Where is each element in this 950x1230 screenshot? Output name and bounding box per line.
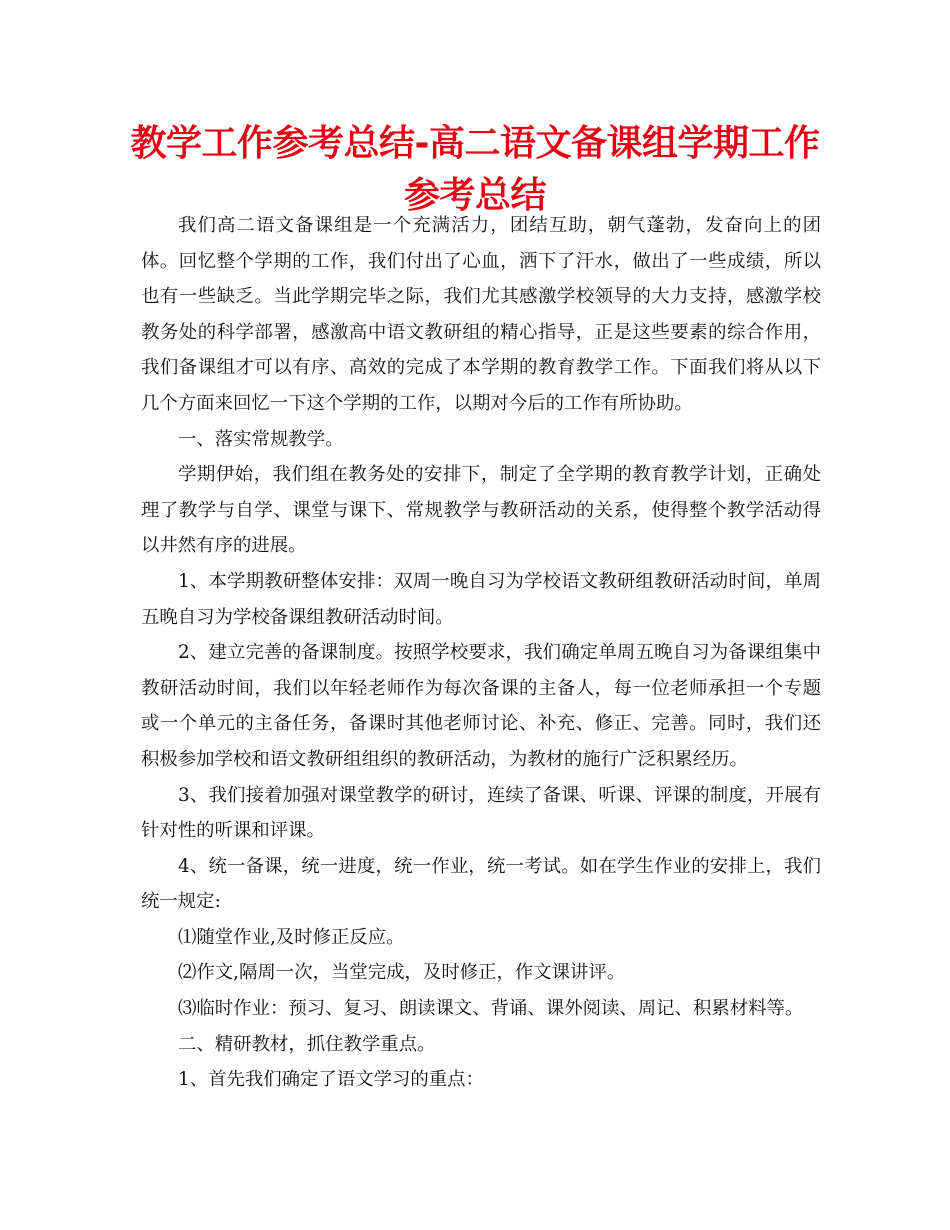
paragraph: 学期伊始，我们组在教务处的安排下，制定了全学期的教育教学计划，正确处理了教学与自学、课堂与课下、常规教学与教研活动的关系，使得整个教学活动得以井然有序的进展。 xyxy=(141,464,821,557)
document-title: 教学工作参考总结-高二语文备课组学期工作参考总结 xyxy=(130,123,820,216)
section-heading-1: 一、落实常规教学。 xyxy=(178,428,344,450)
section-heading-2: 二、精研教材，抓住教学重点。 xyxy=(178,1033,436,1055)
list-item: 3、我们接着加强对课堂教学的研讨，连续了备课、听课、评课的制度，开展有针对性的听课和评课。 xyxy=(141,784,821,842)
list-item: 2、建立完善的备课制度。按照学校要求，我们确定单周五晚自习为备课组集中教研活动时间，我们以年轻老师作为每次备课的主备人，每一位老师承担一个专题或一个单元的主备任务，备课时其他老师讨论、补充、修正、完善。同时，我们还积极参加学校和语文教研组组织的教研活动，为教材的施行广泛积累经历。 xyxy=(141,642,821,770)
list-item: 1、本学期教研整体安排：双周一晚自习为学校语文教研组教研活动时间，单周五晚自习为学校备课组教研活动时间。 xyxy=(141,570,821,628)
paragraph-intro: 我们高二语文备课组是一个充满活力，团结互助，朝气蓬勃，发奋向上的团体。回忆整个学期的工作，我们付出了心血，洒下了汗水，做出了一些成绩，所以也有一些缺乏。当此学期完毕之际，我们尤其感激学校领导的大力支持，感激学校教务处的科学部署，感激高中语文教研组的精心指导，正是这些要素的综合作用，我们备课组才可以有序、高效的完成了本学期的教育教学工作。下面我们将从以下几个方面来回忆一下这个学期的工作，以期对今后的工作有所协助。 xyxy=(141,215,821,414)
sub-list-item: ⑵作文,隔周一次，当堂完成，及时修正，作文课讲评。 xyxy=(178,962,626,984)
sub-list-item: ⑶临时作业：预习、复习、朗读课文、背诵、课外阅读、周记、积累材料等。 xyxy=(178,998,804,1020)
list-item: 4、统一备课，统一进度，统一作业，统一考试。如在学生作业的安排上，我们统一规定: xyxy=(141,855,821,913)
sub-list-item: ⑴随堂作业,及时修正反应。 xyxy=(178,926,405,948)
list-item: 1、首先我们确定了语文学习的重点： xyxy=(178,1069,484,1091)
document-body xyxy=(141,208,821,1098)
